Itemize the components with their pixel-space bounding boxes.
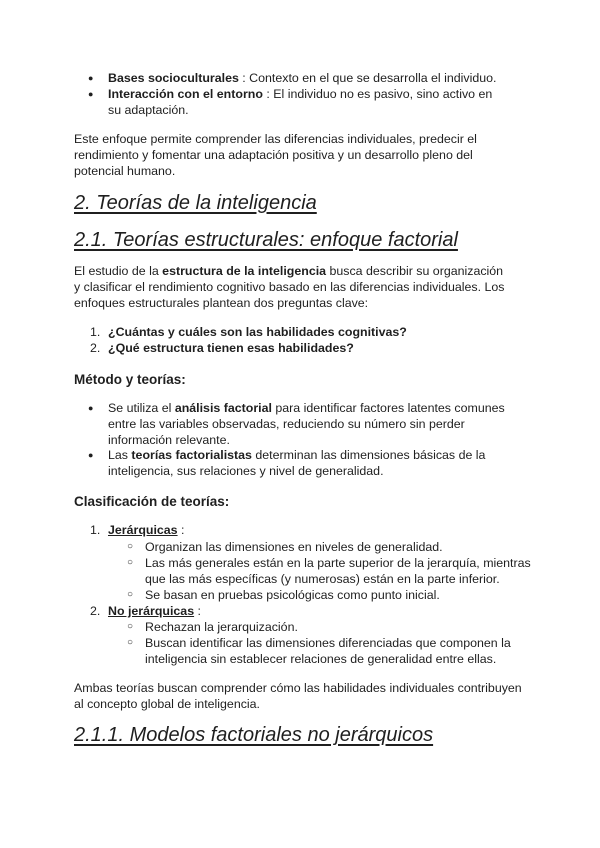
sub-list-item: Se basan en pruebas psicológicas como punto inicial.	[145, 588, 440, 602]
list-item-text: Las	[108, 448, 132, 462]
circle-bullet-icon: ○	[127, 637, 134, 648]
list-item	[108, 522, 184, 538]
list-item-text: :	[177, 523, 185, 537]
list-item-text: para identificar factores latentes comunes entre las variables observadas, reduciendo su número sin perder información relevante.	[108, 401, 505, 447]
circle-bullet-icon: ○	[127, 541, 134, 552]
list-number: 1.	[90, 325, 101, 339]
heading-2: 2. Teorías de la inteligencia	[74, 192, 317, 214]
paragraph-text: busca describir su organización y clasificar el rendimiento cognitivo basado en las diferencias individuales. Los enfoques estructurales plantean dos preguntas clave:	[74, 264, 505, 310]
bold-term: Jerárquicas	[108, 523, 178, 537]
list-item-text: :	[194, 604, 201, 618]
heading-2-1: 2.1. Teorías estructurales: enfoque factorial	[74, 229, 458, 251]
circle-bullet-icon: ○	[127, 557, 134, 568]
closing-paragraph: Ambas teorías buscan comprender cómo las habilidades individuales contribuyen al concepto global de inteligencia.	[74, 681, 522, 711]
list-item: ¿Cuántas y cuáles son las habilidades cognitivas?	[108, 325, 407, 339]
bullet-icon: ●	[88, 403, 94, 413]
sub-list-item: Rechazan la jerarquización.	[145, 620, 298, 634]
intro-paragraph: Este enfoque permite comprender las diferencias individuales, predecir el rendimiento y fomentar una adaptación positiva y un desarrollo pleno del potencial humano.	[74, 132, 477, 178]
sub-list-item: Las más generales están en la parte superior de la jerarquía, mientras que las más específicas (y numerosas) están en la parte inferior.	[145, 556, 531, 586]
paragraph-text: El estudio de la	[74, 264, 163, 278]
list-item-text: determinan las dimensiones básicas de la inteligencia, sus relaciones y nivel de generalidad.	[108, 448, 486, 478]
structure-paragraph	[74, 263, 512, 311]
bullet-icon: ●	[88, 89, 94, 99]
bold-term: teorías factorialistas	[131, 448, 252, 462]
classification-heading: Clasificación de teorías:	[74, 494, 230, 509]
list-item	[108, 70, 528, 86]
method-heading: Método y teorías:	[74, 372, 186, 387]
list-number: 2.	[90, 341, 101, 355]
list-item	[108, 447, 508, 479]
circle-bullet-icon: ○	[127, 621, 134, 632]
list-item-text: : Contexto en el que se desarrolla el individuo.	[238, 71, 497, 85]
bold-term: estructura de la inteligencia	[162, 264, 327, 278]
bold-term: Bases socioculturales	[108, 71, 239, 85]
list-item: ¿Qué estructura tienen esas habilidades?	[108, 341, 354, 355]
bold-term: Interacción con el entorno	[108, 87, 263, 101]
bold-term: No jerárquicas	[108, 604, 195, 618]
list-item-text: Se utiliza el	[108, 401, 175, 415]
bold-term: análisis factorial	[174, 401, 272, 415]
sub-list-item: Organizan las dimensiones en niveles de generalidad.	[145, 540, 443, 554]
list-item	[108, 400, 528, 448]
list-item-text: : El individuo no es pasivo, sino activo en su adaptación.	[108, 87, 493, 117]
list-number: 1.	[90, 523, 101, 537]
bullet-icon: ●	[88, 450, 94, 460]
list-item	[108, 603, 201, 619]
sub-list-item: Buscan identificar las dimensiones diferenciadas que componen la inteligencia sin establecer relaciones de generalidad entre ellas.	[145, 636, 511, 666]
list-item	[108, 86, 508, 118]
list-number: 2.	[90, 604, 101, 618]
circle-bullet-icon: ○	[127, 589, 134, 600]
bullet-icon: ●	[88, 73, 94, 83]
heading-2-1-1: 2.1.1. Modelos factoriales no jerárquicos	[74, 724, 434, 746]
